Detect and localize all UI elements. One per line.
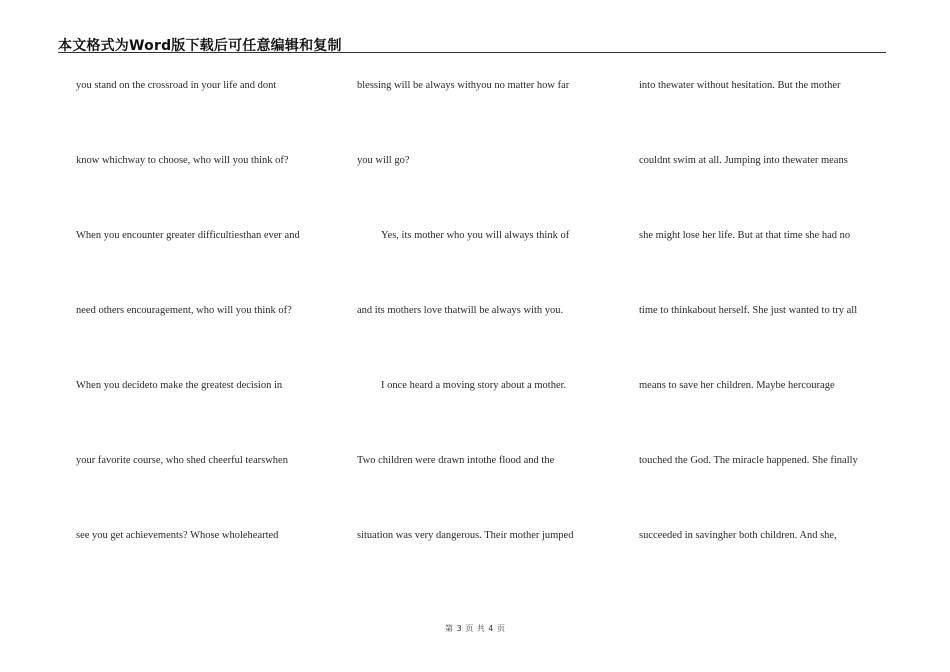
text-line: she might lose her life. But at that time she had no: [639, 230, 851, 241]
header-divider: [58, 52, 886, 53]
text-line: means to save her children. Maybe hercourage: [639, 380, 835, 391]
text-line: you stand on the crossroad in your life and dont: [76, 80, 277, 91]
text-line: blessing will be always withyou no matter how far: [357, 80, 570, 91]
text-line: succeeded in savingher both children. And she,: [639, 530, 837, 541]
text-line: When you decideto make the greatest decision in: [76, 380, 283, 391]
text-line: situation was very dangerous. Their mother jumped: [357, 530, 574, 541]
text-column-2: [357, 79, 619, 604]
text-line: need others encouragement, who will you think of?: [76, 305, 292, 316]
text-line: When you encounter greater difficultiesthan ever and: [76, 230, 300, 241]
text-column-1: [76, 79, 338, 604]
text-line: see you get achievements? Whose wholehearted: [76, 530, 279, 541]
text-line: your favorite course, who shed cheerful tearswhen: [76, 455, 288, 466]
text-line: you will go?: [357, 155, 410, 166]
text-column-3: [639, 79, 901, 604]
text-line: touched the God. The miracle happened. She finally: [639, 455, 858, 466]
page-header-title: 本文格式为Word版下载后可任意编辑和复制: [58, 38, 342, 54]
page-number-footer: 第 3 页 共 4 页: [445, 624, 505, 633]
text-line: couldnt swim at all. Jumping into thewater means: [639, 155, 848, 166]
text-line: time to thinkabout herself. She just wanted to try all: [639, 305, 858, 316]
text-line: I once heard a moving story about a mother.: [381, 380, 567, 391]
text-line: Two children were drawn intothe flood and the: [357, 455, 555, 466]
text-line: into thewater without hesitation. But the mother: [639, 80, 841, 91]
text-line: Yes, its mother who you will always think of: [381, 230, 570, 241]
text-line: and its mothers love thatwill be always with you.: [357, 305, 564, 316]
text-line: know whichway to choose, who will you think of?: [76, 155, 289, 166]
